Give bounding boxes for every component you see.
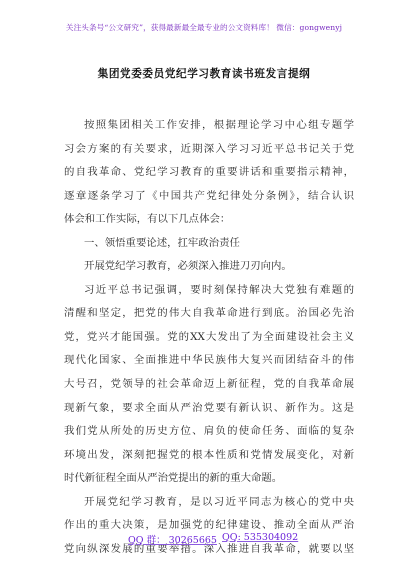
paragraph-line: 现新气象，要求全面从严治党要有新认识、新作为。这是 [64, 401, 354, 414]
paragraph-line: 一、领悟重要论述，扛牢政治责任 [84, 236, 240, 249]
paragraph-line: 开展党纪学习教育，是以习近平同志为核心的党中央 [84, 495, 354, 508]
paragraph-line: 体会和工作实际，有以下几点体会： [64, 213, 231, 226]
qq-group-link[interactable]: QQ 群： 30265665 [128, 535, 217, 546]
paragraph-line: 作出的重大决策，是加强党的纪律建设、推动全面从严治 [64, 519, 354, 532]
document-body [64, 114, 354, 561]
paragraph-line: 党，党兴才能国强。党的XX大发出了为全面建设社会主义 [64, 330, 354, 343]
paragraph-line: 按照集团相关工作安排，根据理论学习中心组专题学 [84, 119, 354, 131]
paragraph-line: 现代化国家、全面推进中华民族伟大复兴而团结奋斗的伟 [64, 354, 354, 367]
header-banner: 关注头条号“公文研究”，获得最新最全最专业的公文资料库！ 微信：gongwenyj [65, 23, 343, 32]
paragraph-line: 大号召，党领导的社会革命迈上新征程，党的自我革命展 [64, 378, 354, 391]
paragraph-line: 开展党纪学习教育，必须深入推进刀刃向内。 [84, 260, 292, 273]
paragraph-line: 环境出发，深刻把握党的根本性质和党情发展变化，对新 [64, 448, 354, 461]
paragraph-line: 逐章逐条学习了《中国共产党纪律处分条例》，结合认识 [64, 189, 354, 202]
paragraph-line: 清醒和坚定，把党的伟大自我革命进行到底。治国必先治 [64, 307, 354, 320]
paragraph-line: 我们党从所处的历史方位、肩负的使命任务、面临的复杂 [64, 425, 354, 438]
paragraph-line: 习近平总书记强调，要时刻保持解决大党独有难题的 [84, 283, 354, 296]
paragraph-line: 党向纵深发展的重要举措。深入推进自我革命，就要以坚 [64, 542, 354, 555]
paragraph-line: 时代新征程全面从严治党提出的新的重大命题。 [64, 472, 283, 485]
footer-contacts [0, 532, 408, 548]
qq-contact-link[interactable]: QQ: 535304092 [222, 532, 299, 543]
document-title: 集团党委委员党纪学习教育读书班发言提纲 [97, 68, 311, 80]
paragraph-line: 习会方案的有关要求，近期深入学习习近平总书记关于党 [64, 142, 354, 155]
paragraph-line: 的自我革命、党纪学习教育的重要讲话和重要指示精神， [64, 166, 354, 179]
